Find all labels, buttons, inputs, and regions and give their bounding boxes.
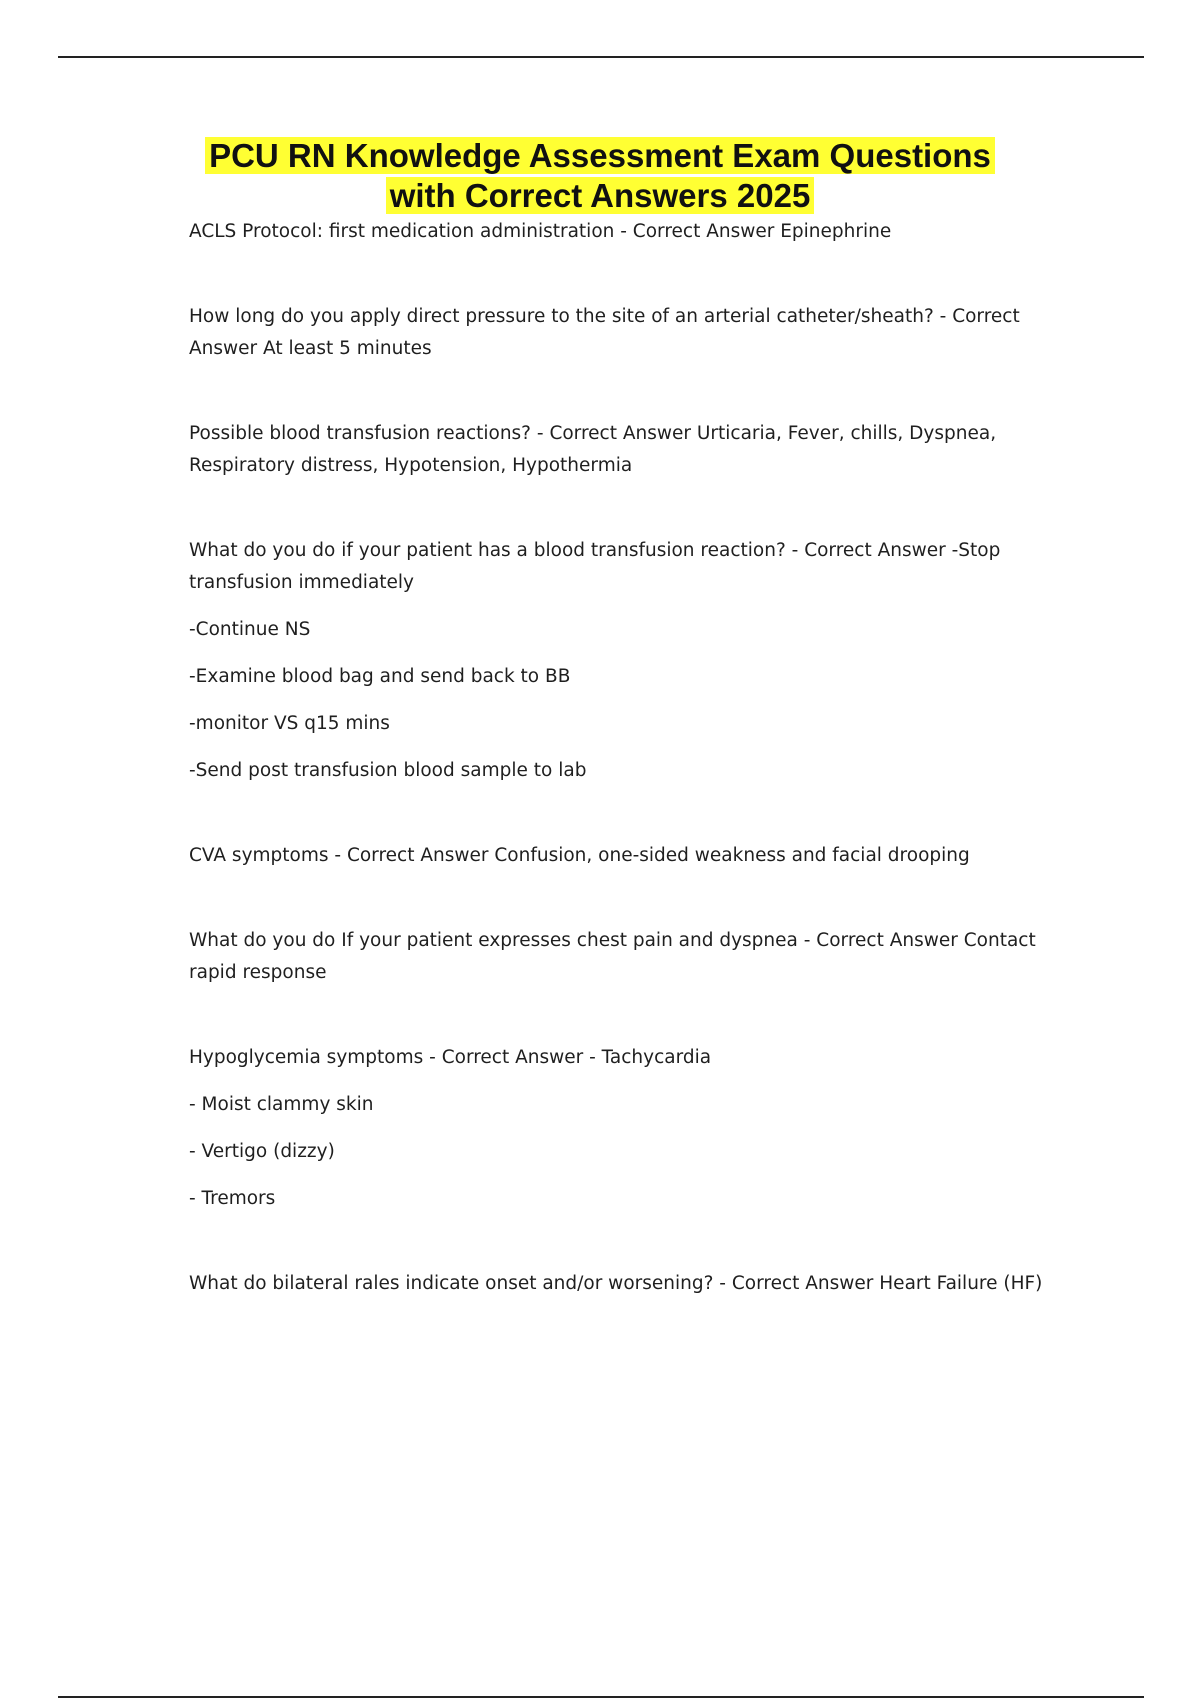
qa-text: What do you do If your patient expresses chest pain and dyspnea - Correct Answer Contact rapid response — [189, 930, 1036, 983]
qa-text: Hypoglycemia symptoms - Correct Answer - Tachycardia — [189, 1047, 712, 1068]
qa-list — [189, 216, 1069, 1300]
qa-entry — [189, 535, 1069, 787]
qa-text: CVA symptoms - Correct Answer Confusion, one-sided weakness and facial drooping — [189, 845, 970, 866]
qa-text: What do bilateral rales indicate onset and/or worsening? - Correct Answer Heart Failure (HF) — [189, 1273, 1043, 1294]
qa-sub-line: - Moist clammy skin — [189, 1094, 374, 1115]
qa-sub-line: - Tremors — [189, 1188, 276, 1209]
qa-entry — [189, 1268, 1069, 1300]
qa-entry — [189, 418, 1069, 482]
qa-text: How long do you apply direct pressure to the site of an arterial catheter/sheath? - Correct Answer At least 5 minutes — [189, 306, 1020, 359]
qa-entry — [189, 925, 1069, 989]
title-line-2: with Correct Answers 2025 — [386, 177, 815, 214]
title-line-1: PCU RN Knowledge Assessment Exam Questions — [205, 137, 995, 174]
top-rule — [58, 56, 1144, 58]
qa-entry — [189, 216, 1069, 248]
bottom-rule — [58, 1696, 1144, 1698]
document-title — [120, 136, 1080, 216]
qa-sub-line: -Continue NS — [189, 619, 311, 640]
qa-text: Possible blood transfusion reactions? - Correct Answer Urticaria, Fever, chills, Dyspnea, Respiratory distress, Hypotension, Hypothermia — [189, 423, 997, 476]
qa-sub-line: -Send post transfusion blood sample to lab — [189, 760, 587, 781]
qa-entry — [189, 301, 1069, 365]
qa-text: What do you do if your patient has a blood transfusion reaction? - Correct Answer -Stop transfusion immediately — [189, 540, 1001, 593]
qa-entry — [189, 1042, 1069, 1215]
qa-sub-line: - Vertigo (dizzy) — [189, 1141, 335, 1162]
qa-sub-line: -monitor VS q15 mins — [189, 713, 390, 734]
qa-text: ACLS Protocol: first medication administration - Correct Answer Epinephrine — [189, 221, 892, 242]
qa-sub-line: -Examine blood bag and send back to BB — [189, 666, 571, 687]
qa-entry — [189, 840, 1069, 872]
